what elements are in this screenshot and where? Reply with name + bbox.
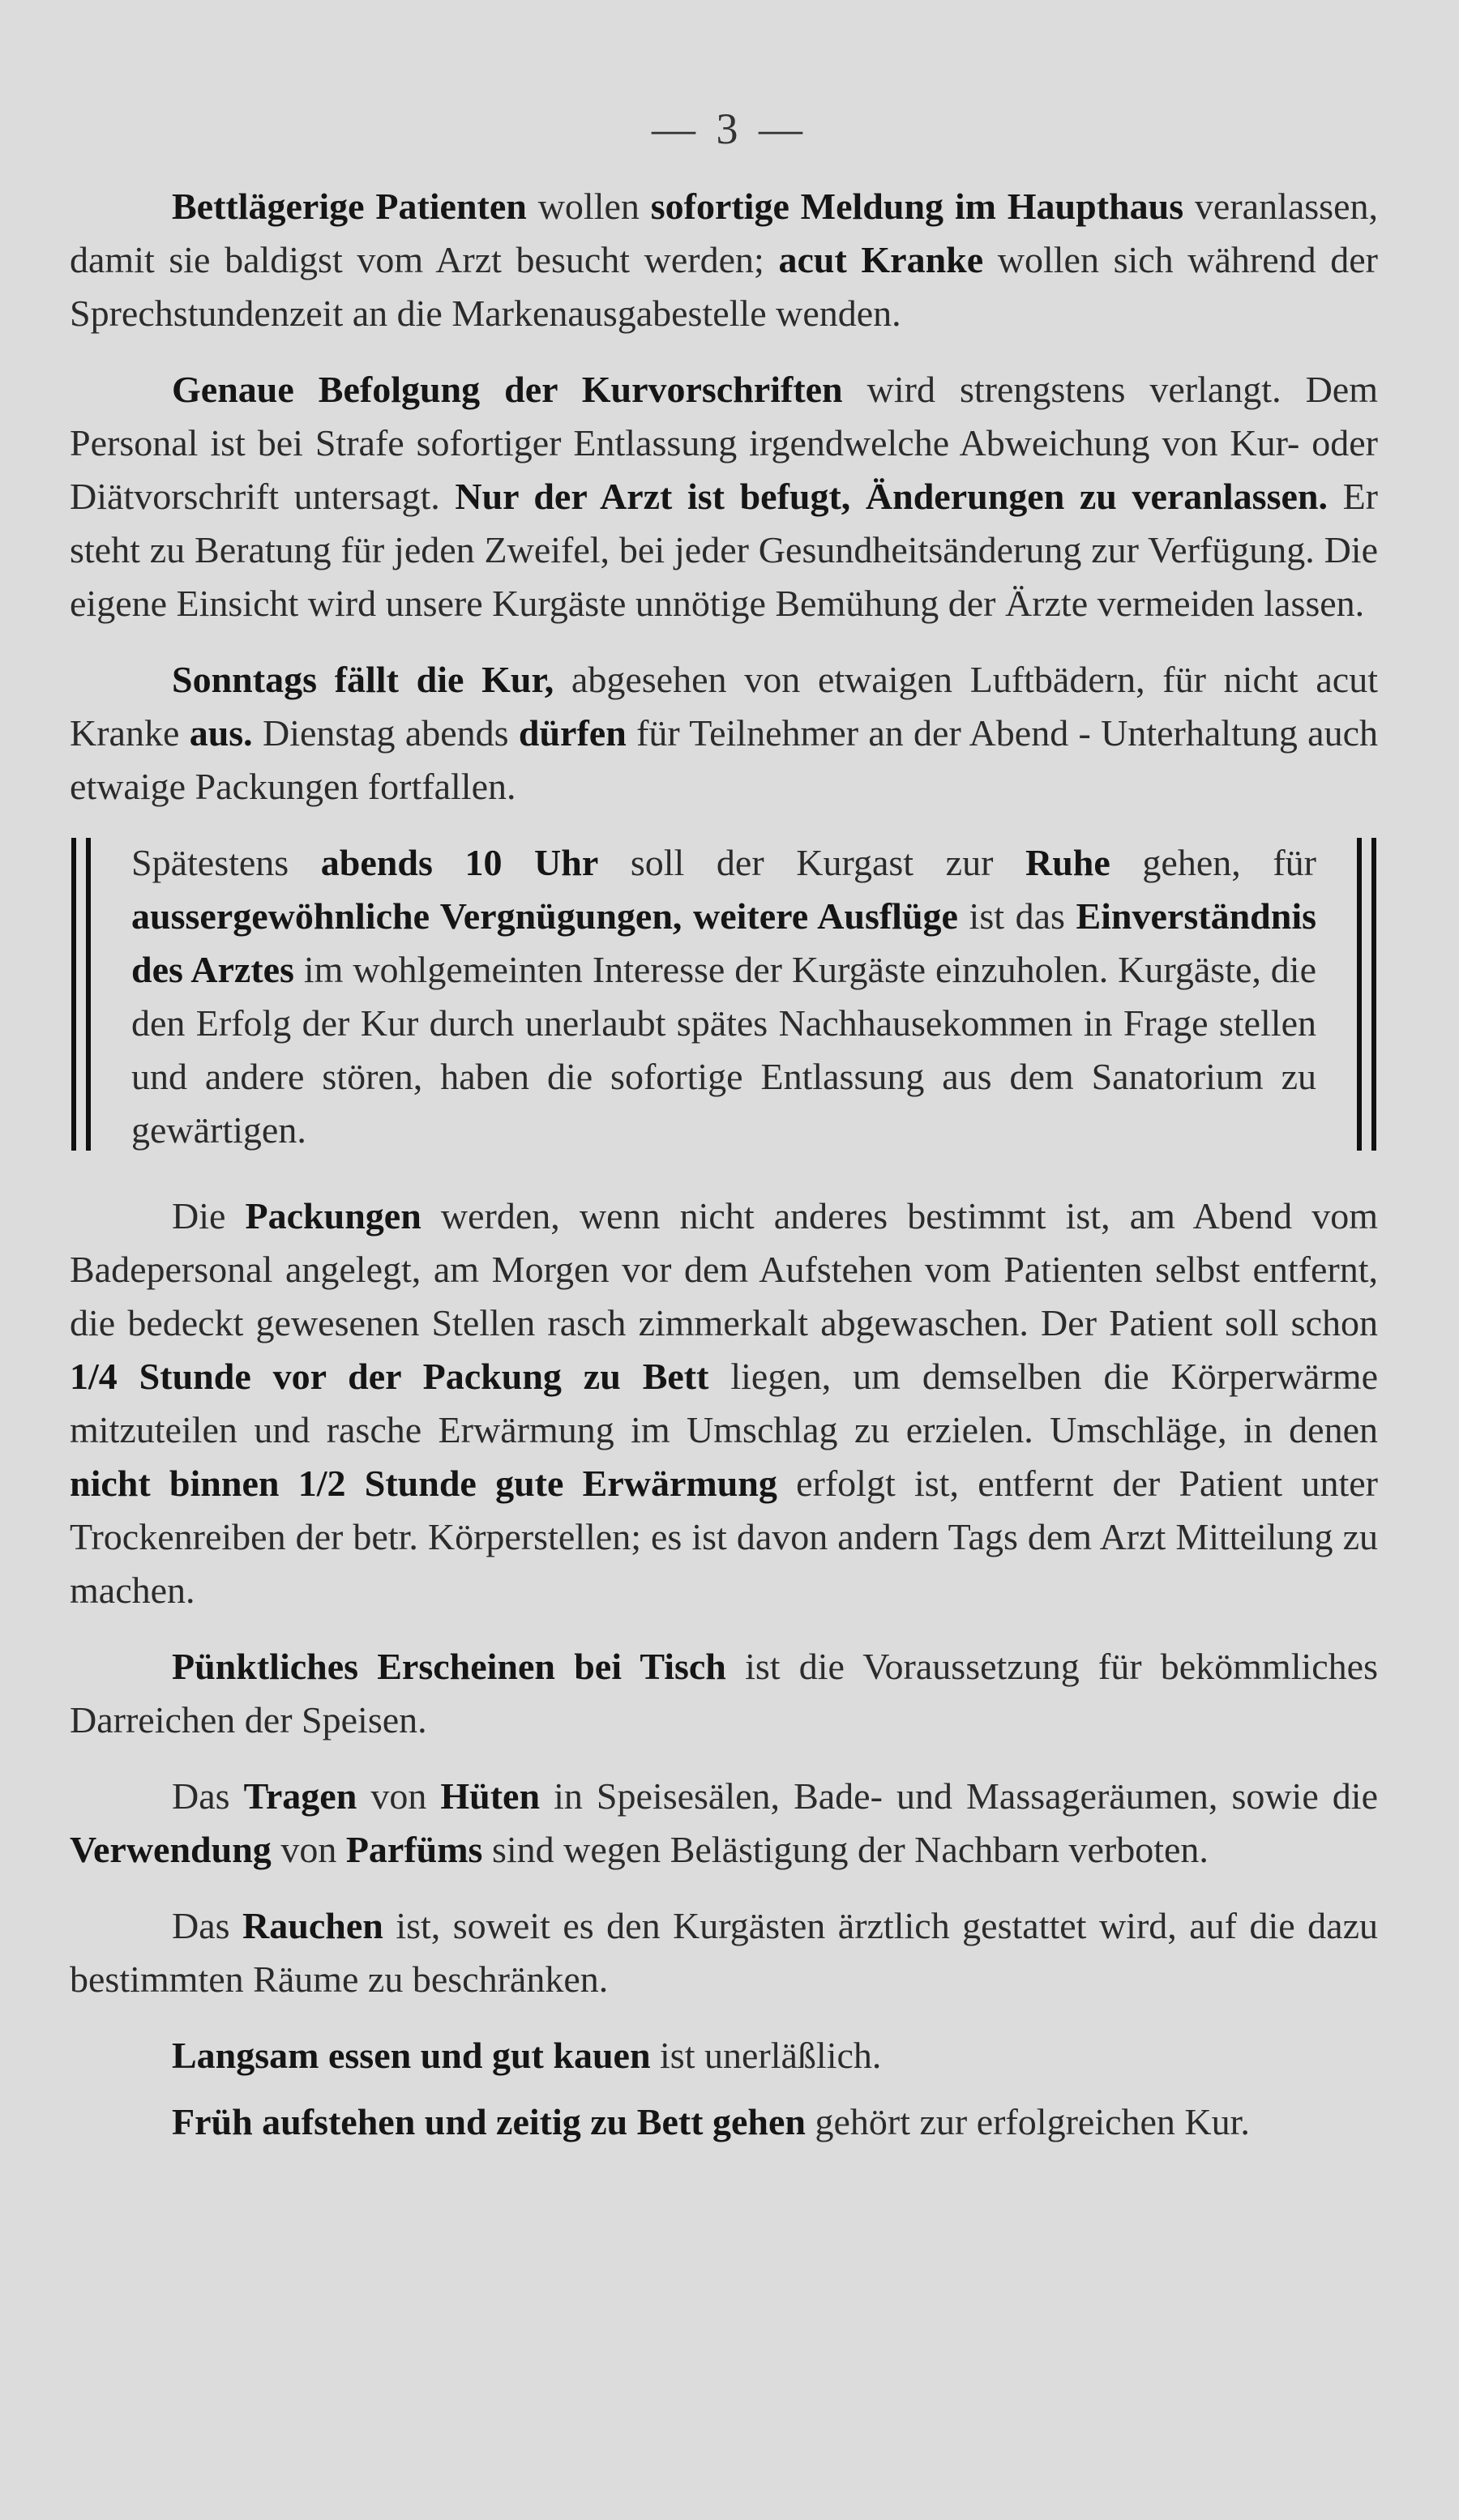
right-rule [1371, 838, 1376, 1151]
page-number: — 3 — [652, 105, 807, 153]
body-text: Das [172, 1905, 243, 1946]
emphasis-text: 1/4 Stunde vor der Packung zu Bett [70, 1356, 709, 1397]
emphasis-text: Einverständnis des Arztes [131, 895, 1316, 990]
body-text: im wohlgemeinten Interesse der Kurgäste einzuholen. Kurgäste, die den Erfolg der Kur durch unerlaubt spätes Nachhausekommen in Frage stellen und andere stören, haben die sofortige Entlassung aus dem Sanatorium zu gewärtigen. [131, 949, 1317, 1151]
emphasis-text: Parfüms [345, 1829, 483, 1870]
emphasis-text: dürfen [518, 712, 627, 754]
body-text: werden, wenn nicht anderes bestimmt ist, am Abend vom Badepersonal angelegt, am Morgen vor dem Aufstehen vom Patienten selbst entfernt, die bedeckt gewesenen Stellen rasch zimmerkalt abgewaschen. Der Patient soll schon [70, 1195, 1378, 1343]
paragraph [70, 1190, 1378, 1617]
body-text: sind wegen Belästigung der Nachbarn verboten. [482, 1829, 1209, 1870]
paragraph [70, 2029, 1378, 2082]
boxed-notice [70, 836, 1378, 1157]
body-text: in Speisesälen, Bade- und Massageräumen, sowie die [540, 1775, 1379, 1817]
emphasis-text: Rauchen [242, 1905, 383, 1946]
emphasis-text: Ruhe [1025, 842, 1110, 883]
emphasis-text: sofortige Meldung im Haupthaus [650, 186, 1184, 227]
emphasis-text: Sonntags fällt die Kur, [172, 659, 554, 700]
body-text: von [357, 1775, 441, 1817]
body-text: von [271, 1829, 346, 1870]
body-text: gehört zur erfolgreichen Kur. [806, 2101, 1250, 2142]
emphasis-text: aus. [189, 712, 253, 754]
emphasis-text: Verwendung [70, 1829, 272, 1870]
body-text: Er steht zu Beratung für jeden Zweifel, bei jeder Gesundheitsänderung zur Verfügung. Die eigene Einsicht wird unsere Kurgäste unnötige Bemühung der Ärzte vermeiden lassen. [70, 476, 1379, 624]
body-text: wollen sich während der Sprechstundenzeit an die Markenausgabestelle wenden. [70, 239, 1378, 334]
paragraph [70, 363, 1378, 630]
body-text: ist unerläßlich. [650, 2035, 882, 2076]
emphasis-text: Tragen [243, 1775, 357, 1817]
paragraph [70, 1640, 1378, 1747]
right-rule [1357, 838, 1362, 1151]
body-text: veranlassen, damit sie baldigst vom Arzt besucht werden; [70, 186, 1378, 280]
body-text: ist, soweit es den Kurgästen ärztlich gestattet wird, auf die dazu bestimmten Räume zu beschränken. [70, 1905, 1378, 2000]
body-text: wird strengstens verlangt. Dem Personal ist bei Strafe sofortiger Entlassung irgendwelche Abweichung von Kur- oder Diätvorschrift untersagt. [70, 369, 1378, 517]
body-text: ist die Voraussetzung für bekömmliches Darreichen der Speisen. [70, 1646, 1378, 1741]
emphasis-text: Nur der Arzt ist befugt, Änderungen zu veranlassen. [455, 476, 1328, 517]
emphasis-text: Packungen [245, 1195, 421, 1237]
left-rule [71, 838, 76, 1151]
paragraph [70, 1899, 1378, 2006]
body-text: gehen, für [1110, 842, 1316, 883]
paragraph [70, 653, 1378, 814]
body-text: ist das [957, 895, 1076, 937]
emphasis-text: abends 10 Uhr [320, 842, 599, 883]
body-text: für Teilnehmer an der Abend - Unterhaltung auch etwaige Packungen fortfallen. [70, 712, 1378, 807]
body-text: abgesehen von etwaigen Luftbädern, für nicht acut Kranke [70, 659, 1378, 754]
body-text: wollen [526, 186, 651, 227]
paragraph [70, 1770, 1378, 1877]
emphasis-text: Hüten [440, 1775, 541, 1817]
body-text: Dienstag abends [252, 712, 519, 754]
emphasis-text: acut Kranke [778, 239, 984, 280]
emphasis-text: aussergewöhnliche Vergnügungen, weitere Ausflüge [131, 895, 958, 937]
paragraph [70, 180, 1378, 340]
body-text: liegen, um demselben die Körperwärme mitzuteilen und rasche Erwärmung im Umschlag zu erzielen. Umschläge, in denen [70, 1356, 1378, 1450]
body-text: Das [172, 1775, 244, 1817]
boxed-paragraph [131, 836, 1316, 1157]
emphasis-text: Genaue Befolgung der Kurvorschriften [172, 369, 843, 410]
emphasis-text: Früh aufstehen und zeitig zu Bett gehen [172, 2101, 806, 2142]
body-text: erfolgt ist, entfernt der Patient unter Trockenreiben der betr. Körperstellen; es ist davon andern Tags dem Arzt Mitteilung zu machen. [70, 1463, 1378, 1611]
emphasis-text: nicht binnen 1/2 Stunde gute Erwärmung [70, 1463, 777, 1504]
paragraph [70, 2095, 1378, 2149]
document-body [70, 180, 1378, 2172]
body-text: soll der Kurgast zur [598, 842, 1025, 883]
body-text: Die [172, 1195, 246, 1237]
emphasis-text: Pünktliches Erscheinen bei Tisch [172, 1646, 726, 1687]
emphasis-text: Langsam essen und gut kauen [172, 2035, 651, 2076]
emphasis-text: Bettlägerige Patienten [172, 186, 527, 227]
body-text: Spätestens [131, 842, 321, 883]
left-rule [86, 838, 91, 1151]
